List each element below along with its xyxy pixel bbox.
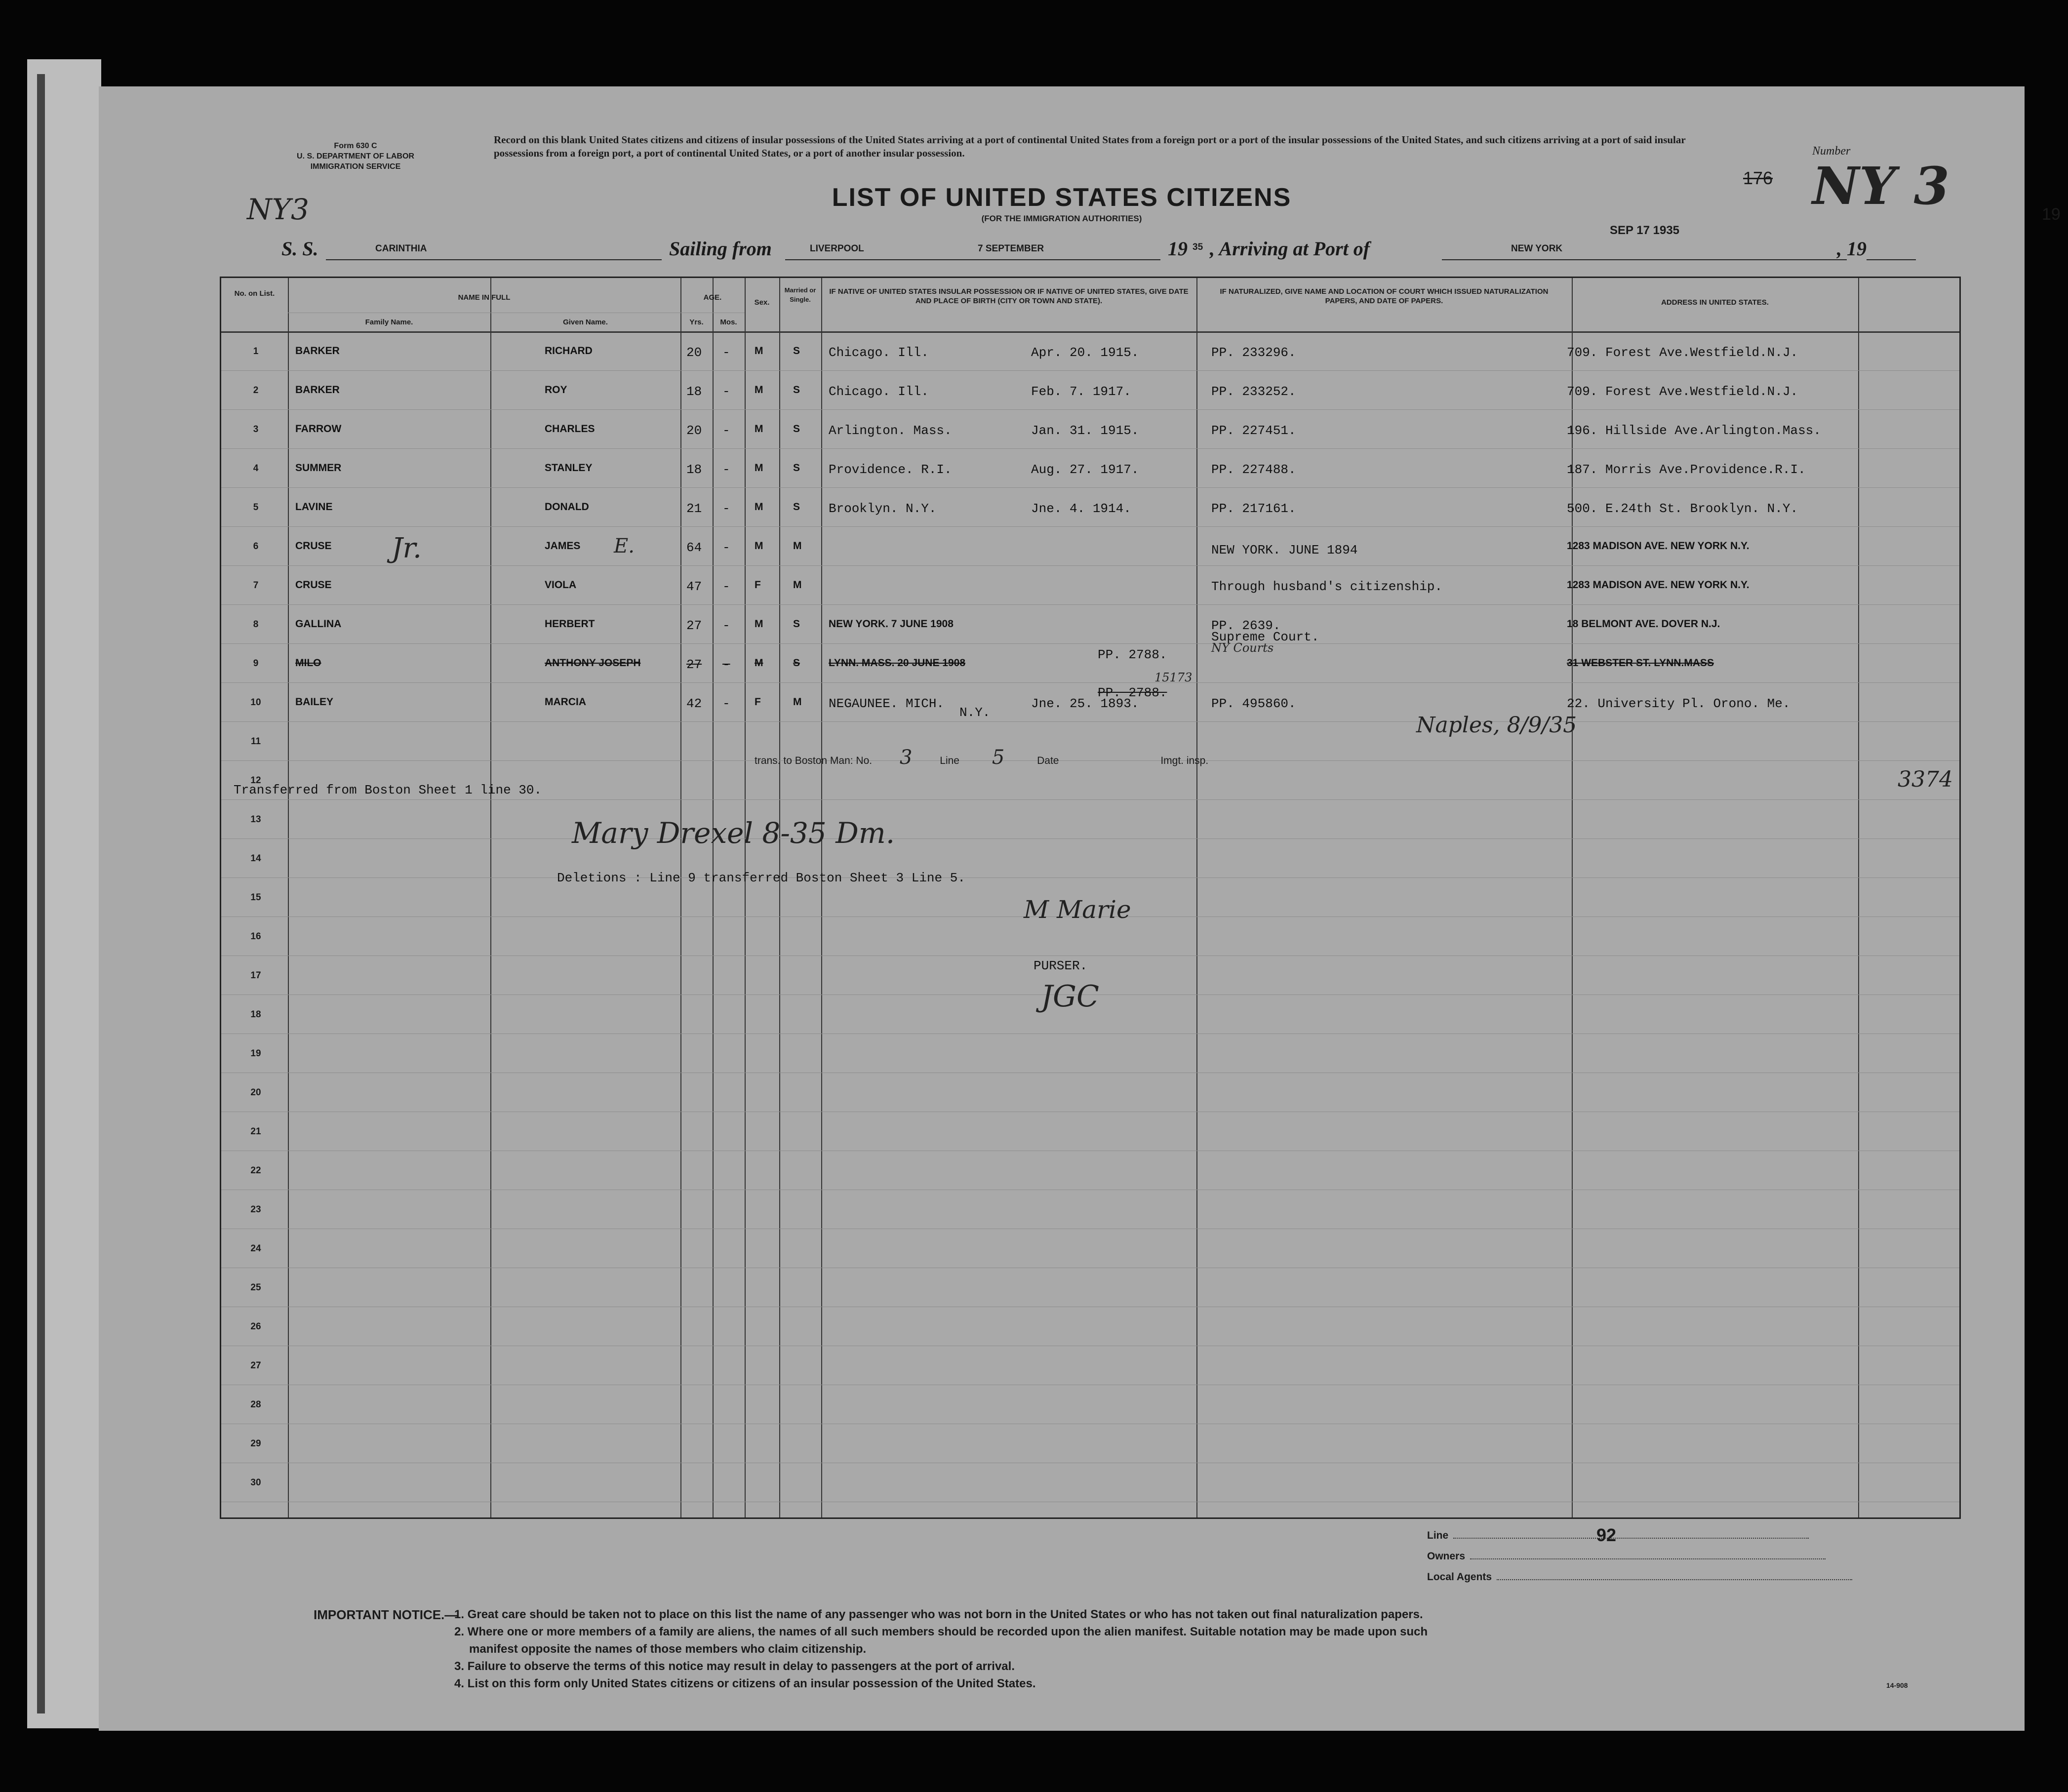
row-rule xyxy=(221,526,1959,527)
age-years-cell: 64 xyxy=(686,540,702,555)
number-label: Number xyxy=(1812,145,1851,158)
marital-cell: M xyxy=(793,696,802,708)
row-number: 30 xyxy=(250,1477,261,1488)
col-divider xyxy=(490,278,491,1517)
age-months-cell: - xyxy=(722,618,730,633)
form-instructions: Record on this blank United States citizens and citizens of insular possessions of the United States arriving at a port of continental United States from a foreign port or a port of the insular possessions of the United States, and such citizens arriving at a port of said insular possessions from a foreign port, a port of continental United States, or a port of another insular possession. xyxy=(494,134,1686,159)
family-name-cell: BAILEY xyxy=(295,696,334,708)
family-name-cell: GALLINA xyxy=(295,618,342,630)
header-yrs: Yrs. xyxy=(689,318,704,326)
birthplace-cell: NEW YORK. 7 JUNE 1908 xyxy=(829,618,954,630)
sailing-from-label: Sailing from xyxy=(669,238,772,260)
header-bottom-line xyxy=(221,331,1959,333)
row-rule xyxy=(221,682,1959,683)
year2-underline xyxy=(1867,259,1916,260)
header-sex: Sex. xyxy=(754,298,770,307)
marital-cell: M xyxy=(793,579,802,591)
family-name-cell: CRUSE xyxy=(295,540,332,552)
margin-number: 19 xyxy=(2042,205,2061,224)
row-number: 7 xyxy=(253,580,259,591)
row-number: 19 xyxy=(250,1048,261,1059)
address-cell: 709. Forest Ave.Westfield.N.J. xyxy=(1567,384,1798,399)
notice-2: 2. Where one or more members of a family are aliens, the names of all such members should be recorded upon the alien manifest. Suitable notation may be made upon such xyxy=(454,1625,1428,1638)
row-number: 15 xyxy=(250,892,261,903)
given-name-cell: ROY xyxy=(545,384,567,396)
header-married-single: Married or Single. xyxy=(784,286,816,303)
age-months-cell: - xyxy=(722,462,730,477)
line-field xyxy=(1427,1530,1809,1542)
papers-cell: PP. 227488. xyxy=(1211,462,1296,477)
address-cell: 196. Hillside Ave.Arlington.Mass. xyxy=(1567,423,1821,438)
header-no-on-list: No. on List. xyxy=(234,289,275,298)
sex-cell: M xyxy=(755,384,763,396)
papers-15173: 15173 xyxy=(1154,671,1193,684)
owners-field xyxy=(1427,1551,1826,1562)
page-subtitle: (FOR THE IMMIGRATION AUTHORITIES) xyxy=(981,214,1142,223)
given-name-cell: RICHARD xyxy=(545,345,593,357)
header-family-name: Family Name. xyxy=(365,318,413,326)
birthdate-cell: Jne. 4. 1914. xyxy=(1031,501,1131,516)
header-naturalized: IF NATURALIZED, GIVE NAME AND LOCATION OF COURT WHICH ISSUED NATURALIZATION PAPERS, AND DATE OF PAPERS. xyxy=(1220,287,1549,305)
marital-cell: S xyxy=(793,462,800,474)
marital-cell: S xyxy=(793,345,800,357)
form-code: 14-908 xyxy=(1886,1681,1908,1689)
naples-note: Naples, 8/9/35 xyxy=(1416,713,1577,738)
birthdate-cell: Apr. 20. 1915. xyxy=(1031,345,1139,360)
family-name-cell: SUMMER xyxy=(295,462,342,474)
sex-cell: M xyxy=(755,540,763,552)
header-address: ADDRESS IN UNITED STATES. xyxy=(1661,298,1769,307)
papers-cell: PP. 233296. xyxy=(1211,345,1296,360)
age-years-cell: 27 xyxy=(686,657,702,672)
birthdate-cell: Feb. 7. 1917. xyxy=(1031,384,1131,399)
row-number: 13 xyxy=(250,814,261,825)
col-divider xyxy=(680,278,681,1517)
age-years-cell: 27 xyxy=(686,618,702,633)
owners-label: Owners xyxy=(1427,1551,1466,1562)
papers-cell: Through husband's citizenship. xyxy=(1211,579,1443,594)
departure-port: LIVERPOOL xyxy=(810,243,864,254)
birthdate-cell: Jan. 31. 1915. xyxy=(1031,423,1139,438)
arriving-label: , Arriving at Port of xyxy=(1210,238,1370,260)
imgt-label: Imgt. insp. xyxy=(1160,755,1209,766)
birthdate-cell: Aug. 27. 1917. xyxy=(1031,462,1139,477)
papers-struck: PP. 2788. xyxy=(1098,685,1167,700)
address-mark: 3374 xyxy=(1898,767,1953,792)
service-name: IMMIGRATION SERVICE xyxy=(310,162,401,171)
purser-label: PURSER. xyxy=(1034,958,1088,973)
address-cell: 1283 MADISON AVE. NEW YORK N.Y. xyxy=(1567,579,1750,591)
row-number: 11 xyxy=(250,736,261,747)
notice-3: 3. Failure to observe the terms of this notice may result in delay to passengers at the port of arrival. xyxy=(454,1660,1015,1673)
row-number: 2 xyxy=(253,385,259,396)
given-name-cell: STANLEY xyxy=(545,462,593,474)
row-number: 21 xyxy=(250,1126,261,1137)
given-name-cell: VIOLA xyxy=(545,579,577,591)
papers-cell: PP. 217161. xyxy=(1211,501,1296,516)
suffix-jr: Jr. xyxy=(392,532,422,564)
age-months-cell: - xyxy=(722,696,730,711)
page-title: LIST OF UNITED STATES CITIZENS xyxy=(832,183,1292,212)
marital-cell: M xyxy=(793,540,802,552)
birthplace-cell: Chicago. Ill. xyxy=(829,345,929,360)
form-identifier xyxy=(252,141,459,172)
row-number: 9 xyxy=(253,658,259,669)
given-name-cell: MARCIA xyxy=(545,696,586,708)
header-given-name: Given Name. xyxy=(563,318,608,326)
row-number: 1 xyxy=(253,346,259,357)
family-name-cell: FARROW xyxy=(295,423,342,435)
department-name: U. S. DEPARTMENT OF LABOR xyxy=(297,152,414,160)
papers-cell: PP. 495860. xyxy=(1211,696,1296,711)
trans-label: trans. to Boston Man: No. xyxy=(755,755,873,766)
notice-2-cont: manifest opposite the names of those members who claim citizenship. xyxy=(469,1642,867,1656)
age-months-cell: - xyxy=(722,579,730,594)
col-divider xyxy=(288,278,289,1517)
sex-cell: F xyxy=(755,579,761,591)
birthplace-cell: NEGAUNEE. MICH. xyxy=(829,696,945,711)
birthplace-cell: LYNN. MASS. 20 JUNE 1908 xyxy=(829,657,966,669)
age-months-cell: - xyxy=(722,384,730,399)
handwritten-note: Mary Drexel 8-35 Dm. xyxy=(572,816,895,850)
trans-no: 3 xyxy=(899,746,913,769)
row-number: 3 xyxy=(253,424,259,435)
address-cell: 31 WEBSTER ST. LYNN.MASS xyxy=(1567,657,1714,669)
handwritten-list-tag: NY3 xyxy=(247,193,309,226)
family-name-cell: LAVINE xyxy=(295,501,333,513)
papers-2788: PP. 2788. xyxy=(1098,647,1167,662)
marital-cell: S xyxy=(793,384,800,396)
sailing-underline xyxy=(785,259,1160,260)
list-number: NY 3 xyxy=(1812,156,1949,216)
ny-courts-note: NY Courts xyxy=(1211,641,1274,655)
age-months-cell: - xyxy=(722,657,730,672)
address-cell: 187. Morris Ave.Providence.R.I. xyxy=(1567,462,1806,477)
ss-label: S. S. xyxy=(281,238,318,260)
row-number: 20 xyxy=(250,1087,261,1098)
sex-cell: M xyxy=(755,423,763,435)
birthdate-cell: Jne. 25. 1893. xyxy=(1031,696,1139,711)
departure-date: 7 SEPTEMBER xyxy=(978,243,1044,254)
header-age: AGE. xyxy=(703,293,722,302)
transfer-note: Transferred from Boston Sheet 1 line 30. xyxy=(234,783,542,797)
given-name-cell: JAMES xyxy=(545,540,581,552)
age-months-cell: - xyxy=(722,501,730,516)
family-name-cell: CRUSE xyxy=(295,579,332,591)
sex-cell: M xyxy=(755,345,763,357)
sex-cell: M xyxy=(755,501,763,513)
sex-cell: M xyxy=(755,657,763,669)
header-name-in-full: NAME IN FULL xyxy=(458,293,511,302)
notice-4: 4. List on this form only United States citizens or citizens of an insular possession of the United States. xyxy=(454,1677,1036,1690)
family-name-cell: MILO xyxy=(295,657,321,669)
citizens-table xyxy=(220,277,1961,1545)
agents-label: Local Agents xyxy=(1427,1571,1492,1583)
row-number: 24 xyxy=(250,1243,261,1254)
row-rule xyxy=(221,370,1959,371)
ny-mark: N.Y. xyxy=(959,705,991,720)
birthplace-cell: Chicago. Ill. xyxy=(829,384,929,399)
arrival-date-stamp: SEP 17 1935 xyxy=(1610,224,1680,237)
row-rule xyxy=(221,877,1959,878)
age-months-cell: - xyxy=(722,423,730,438)
manifest-page xyxy=(99,86,2061,1731)
trans-line: 5 xyxy=(992,746,1005,769)
initial-e: E. xyxy=(614,535,635,558)
family-name-cell: BARKER xyxy=(295,345,340,357)
ship-underline xyxy=(326,259,662,260)
row-number: 26 xyxy=(250,1321,261,1332)
row-number: 10 xyxy=(250,697,261,708)
purser-signature: M Marie xyxy=(1024,895,1131,924)
arrival-underline xyxy=(1442,259,1847,260)
address-cell: 500. E.24th St. Brooklyn. N.Y. xyxy=(1567,501,1798,516)
row-number: 17 xyxy=(250,970,261,981)
row-rule xyxy=(221,643,1959,644)
row-rule xyxy=(221,487,1959,488)
age-months-cell: - xyxy=(722,540,730,555)
page-number: 92 xyxy=(1596,1525,1617,1545)
header-native: IF NATIVE OF UNITED STATES INSULAR POSSESSION OR IF NATIVE OF UNITED STATES, GIVE DATE AND PLACE OF BIRTH (CITY OR TOWN AND STATE). xyxy=(829,287,1189,305)
sex-cell: F xyxy=(755,696,761,708)
address-cell: 1283 MADISON AVE. NEW YORK N.Y. xyxy=(1567,540,1750,552)
notice-1: 1. Great care should be taken not to place on this list the name of any passenger who was not born in the United States or who has not taken out final naturalization papers. xyxy=(454,1608,1423,1621)
address-cell: 22. University Pl. Orono. Me. xyxy=(1567,696,1790,711)
age-years-cell: 20 xyxy=(686,423,702,438)
given-name-cell: CHARLES xyxy=(545,423,595,435)
row-rule xyxy=(221,838,1959,839)
col-divider xyxy=(779,278,780,1517)
ship-name: CARINTHIA xyxy=(375,243,427,254)
sex-cell: M xyxy=(755,462,763,474)
papers-cell: NEW YORK. JUNE 1894 xyxy=(1211,543,1358,558)
line-label: Line xyxy=(1427,1530,1449,1541)
row-number: 23 xyxy=(250,1204,261,1215)
col-divider xyxy=(1858,278,1859,1517)
form-number: Form 630 C xyxy=(334,142,377,150)
row-number: 27 xyxy=(250,1360,261,1371)
row-rule xyxy=(221,565,1959,566)
papers-cell: PP. 227451. xyxy=(1211,423,1296,438)
row-rule xyxy=(221,604,1959,605)
header-mos: Mos. xyxy=(720,318,737,326)
row-rule xyxy=(221,721,1959,722)
age-years-cell: 18 xyxy=(686,462,702,477)
given-name-cell: ANTHONY JOSEPH xyxy=(545,657,641,669)
notice-title: IMPORTANT NOTICE.— xyxy=(314,1607,458,1622)
papers-cell: PP. 233252. xyxy=(1211,384,1296,399)
binder-edge xyxy=(37,74,45,1713)
row-number: 12 xyxy=(250,775,261,786)
row-number: 28 xyxy=(250,1399,261,1410)
age-years-cell: 42 xyxy=(686,696,702,711)
trans-date-label: Date xyxy=(1037,755,1059,766)
transfer-stamp xyxy=(755,746,1208,769)
marital-cell: S xyxy=(793,657,800,669)
row-number: 8 xyxy=(253,619,259,630)
col-divider xyxy=(745,278,746,1517)
year-suffix: 35 xyxy=(1193,242,1203,252)
number-struck: 176 xyxy=(1743,168,1773,188)
age-years-cell: 47 xyxy=(686,579,702,594)
row-number: 6 xyxy=(253,541,259,552)
col-divider xyxy=(1196,278,1197,1517)
address-cell: 709. Forest Ave.Westfield.N.J. xyxy=(1567,345,1798,360)
trans-line-label: Line xyxy=(940,755,959,766)
col-divider xyxy=(713,278,714,1517)
row-number: 14 xyxy=(250,853,261,864)
age-years-cell: 21 xyxy=(686,501,702,516)
row-number: 22 xyxy=(250,1165,261,1176)
row-number: 4 xyxy=(253,463,259,474)
supreme-court-note: Supreme Court. xyxy=(1211,630,1319,644)
row-number: 5 xyxy=(253,502,259,513)
col-divider xyxy=(821,278,822,1517)
address-cell: 18 BELMONT AVE. DOVER N.J. xyxy=(1567,618,1720,630)
age-years-cell: 18 xyxy=(686,384,702,399)
age-months-cell: - xyxy=(722,345,730,360)
given-name-cell: DONALD xyxy=(545,501,589,513)
row-number: 18 xyxy=(250,1009,261,1020)
papers-cell: PP. 2639. xyxy=(1211,618,1281,633)
marital-cell: S xyxy=(793,501,800,513)
row-rule xyxy=(221,799,1959,800)
year-prefix: 19 xyxy=(1168,238,1188,260)
deletions-note: Deletions : Line 9 transferred Boston Sheet 3 Line 5. xyxy=(557,871,965,885)
purser-initials: JGC xyxy=(1041,979,1099,1014)
agents-field xyxy=(1427,1571,1852,1583)
row-rule xyxy=(221,448,1959,449)
marital-cell: S xyxy=(793,618,800,630)
row-rule xyxy=(221,409,1959,410)
given-name-cell: HERBERT xyxy=(545,618,595,630)
row-number: 29 xyxy=(250,1438,261,1449)
row-number: 16 xyxy=(250,931,261,942)
row-number: 25 xyxy=(250,1282,261,1293)
marital-cell: S xyxy=(793,423,800,435)
sex-cell: M xyxy=(755,618,763,630)
birthplace-cell: Brooklyn. N.Y. xyxy=(829,501,937,516)
family-name-cell: BARKER xyxy=(295,384,340,396)
age-years-cell: 20 xyxy=(686,345,702,360)
birthplace-cell: Providence. R.I. xyxy=(829,462,952,477)
birthplace-cell: Arlington. Mass. xyxy=(829,423,952,438)
arrival-port: NEW YORK xyxy=(1511,243,1563,254)
year2-prefix: , 19 xyxy=(1837,238,1867,260)
